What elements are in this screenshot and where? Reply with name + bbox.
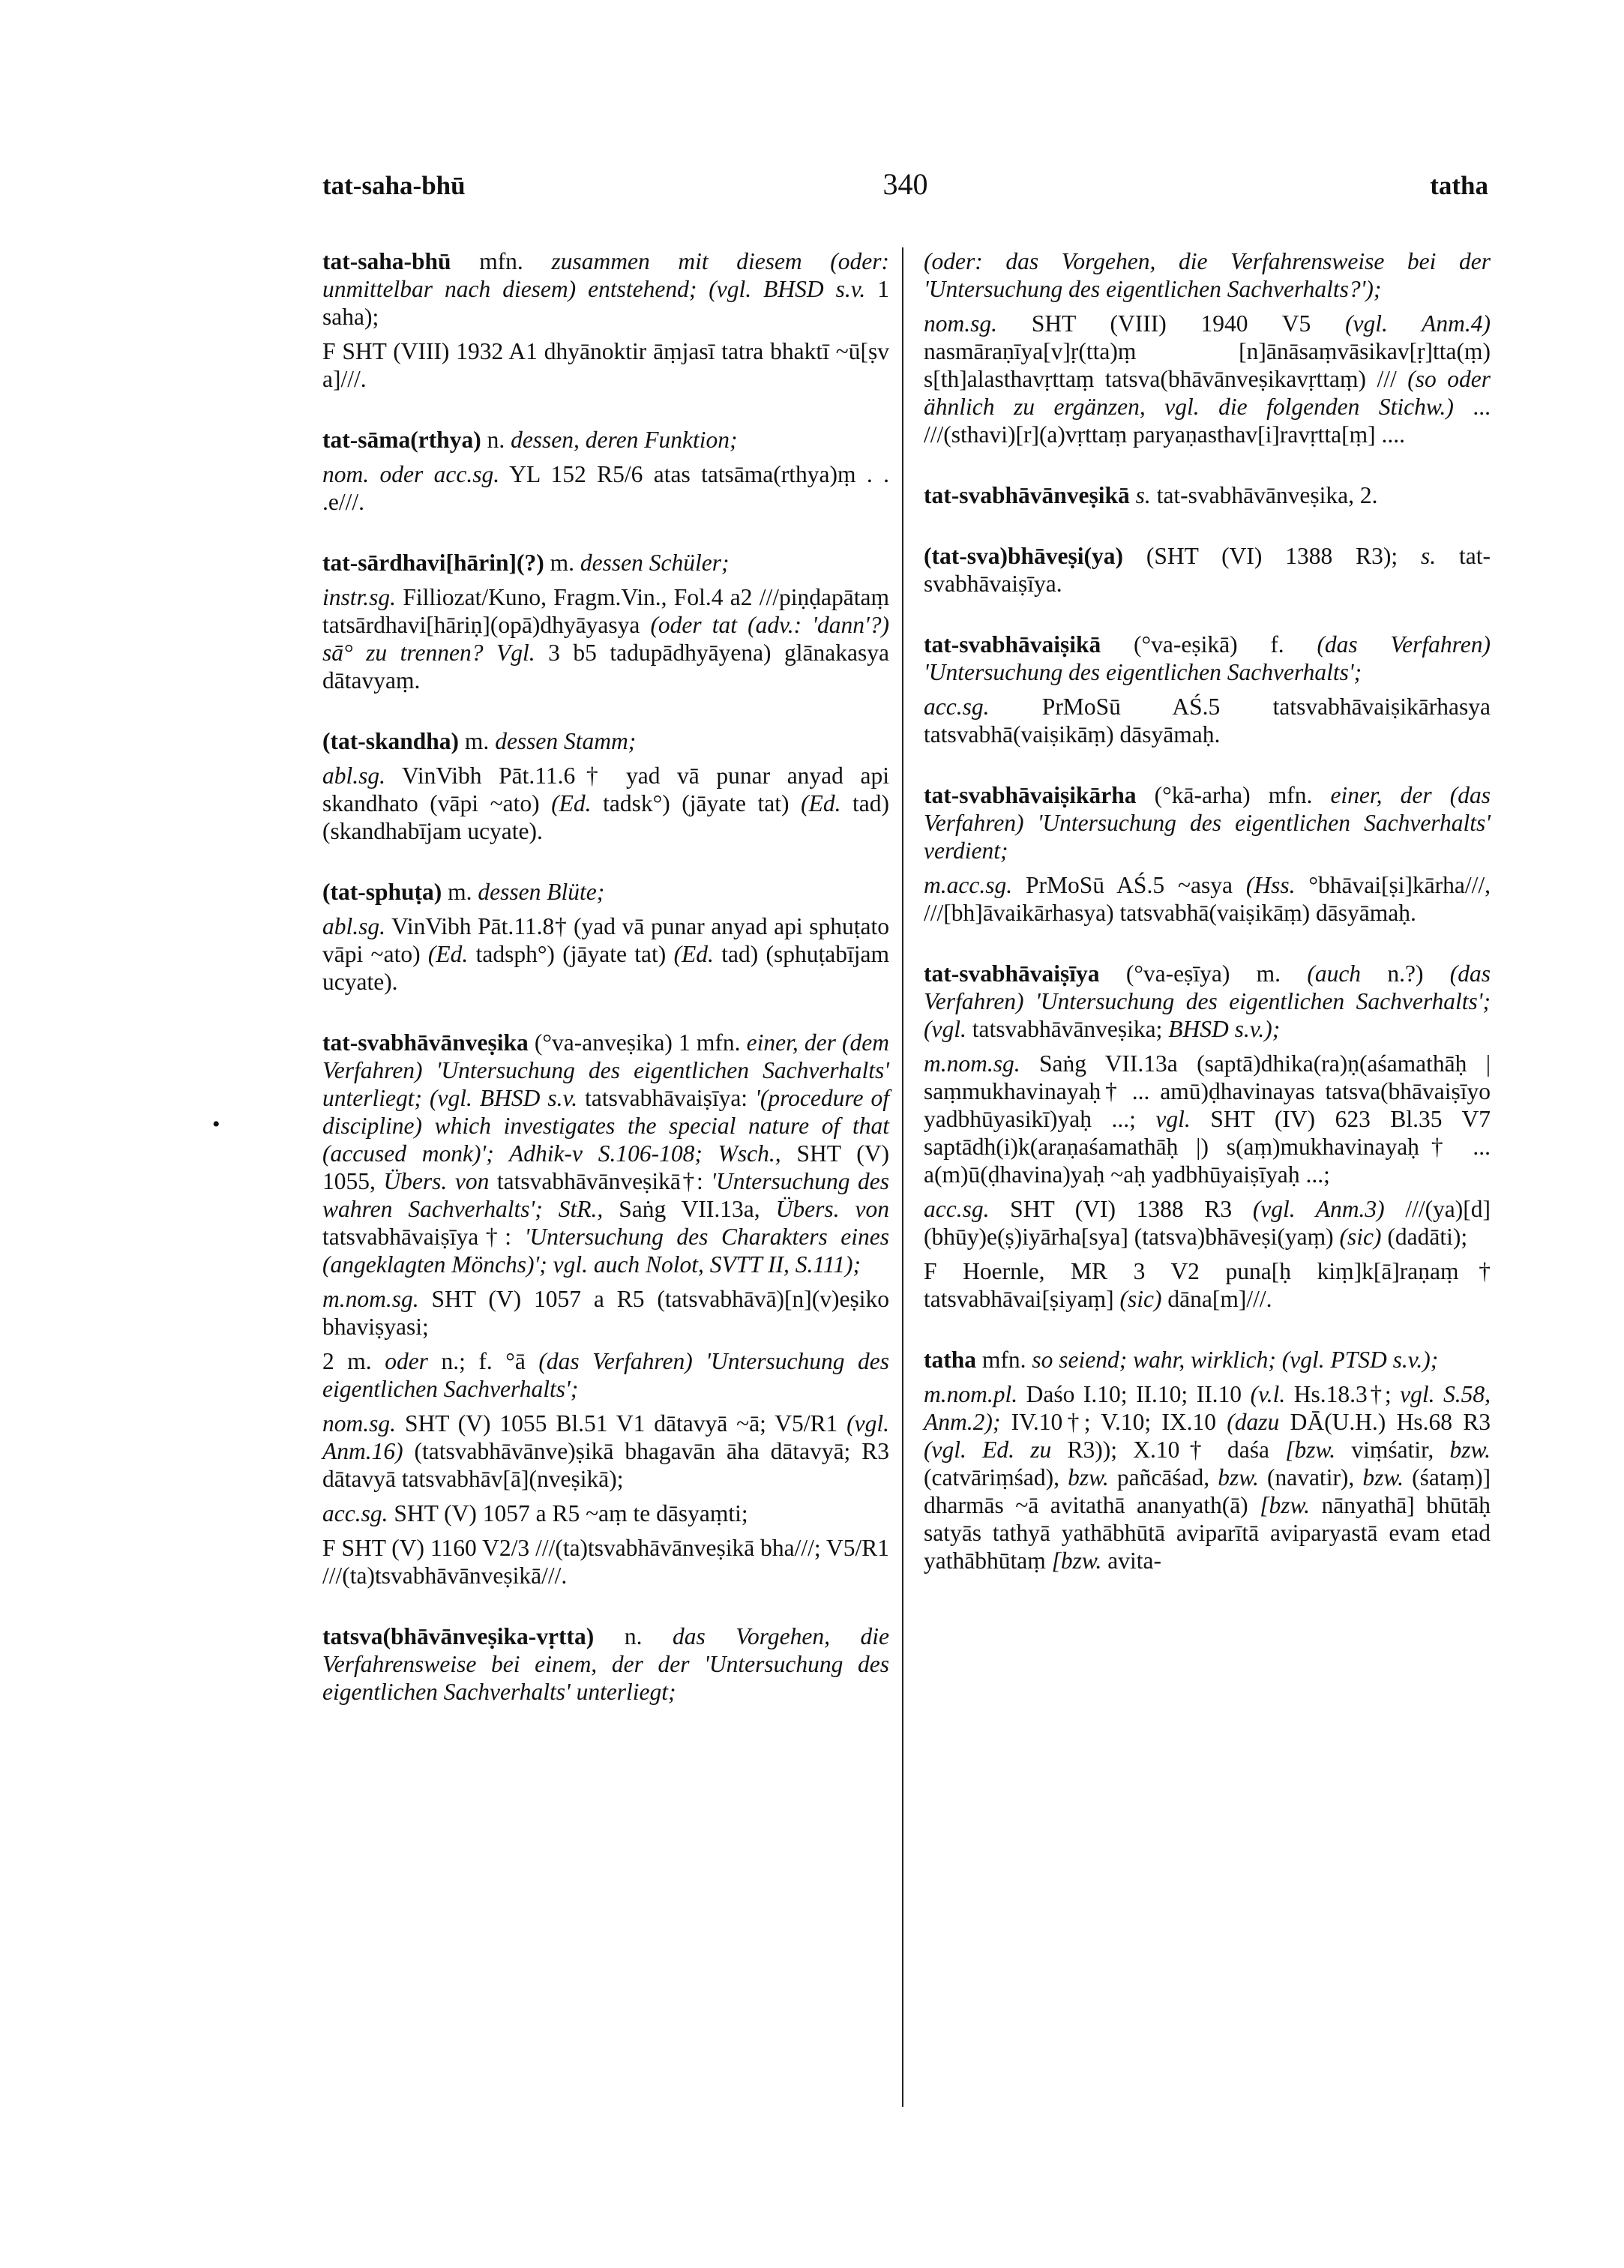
entry-definition: tatsva(bhāvānveṣika-vṛtta) n. das Vorgehen, die Verfahrensweise bei einem, der der 'Untersuchung des eigentlichen Sachverhalts' unterliegt; [322,1623,890,1705]
column-rule [902,247,903,2107]
entry-citation: m.nom.pl. Daśo I.10; II.10; II.10 (v.l. Hs.18.3†; vgl. S.58, Anm.2); IV.10†; V.10; IX.10 (dazu DĀ(U.H.) Hs.68 R3 (vgl. Ed. zu R3)); X.10† daśa [bzw. viṃśatir, bzw. (catvāriṃśad), bzw. pañcāśad, bzw. (navatir), bzw. (śataṃ)] dharmās ~ā avitathā ananyath(ā) [bzw. nānyathā] bhūtāḥ satyās tathyā yathābhūtā aviparītā aviparyastā evam etad yathābhūtaṃ [bzw. avita- [924,1381,1491,1574]
entry-definition: tat-svabhāvaiṣikārha (°kā-arha) mfn. einer, der (das Verfahren) 'Untersuchung des eigentlichen Sachverhalts' verdient; [924,782,1491,864]
page-header [322,167,1488,216]
entry-definition: (tat-sphuṭa) m. dessen Blüte; [322,879,605,905]
entry-citation: nom. oder acc.sg. YL 152 R5/6 atas tatsāma(rthya)ṃ . . .e///. [322,461,889,515]
running-head-left: tat-saha-bhū [322,171,466,200]
entry-definition: tat-svabhāvaiṣikā (°va-eṣikā) f. (das Verfahren) 'Untersuchung des eigentlichen Sachverhalts'; [924,631,1491,685]
entry-citation: m.acc.sg. PrMoSū AŚ.5 ~asya (Hss. °bhāvai[ṣi]kārha///, ///[bh]āvaikārhasya) tatsvabhā(vaiṣikāṃ) dāsyāmaḥ. [924,872,1491,926]
entry-definition: tat-sārdhavi[hārin](?) m. dessen Schüler; [322,550,730,576]
entry-citation: nom.sg. SHT (VIII) 1940 V5 (vgl. Anm.4) nasmāraṇīya[v]ṛ(tta)ṃ [n]ānāsaṃvāsikav[ṛ]tta(ṃ) s[th]alasthavṛttaṃ tatsva(bhāvānveṣikavṛttaṃ) /// (so oder ähnlich zu ergänzen, vgl. die folgenden Stichw.) ... ///(sthavi)[r](a)vṛttaṃ paryaṇasthav[i]ravṛtta[ṃ] .... [924,310,1491,448]
entry-citation: m.nom.sg. SHT (V) 1057 a R5 (tatsvabhāvā)[n](v)eṣiko bhaviṣyasi; [322,1286,889,1340]
entry-citation: acc.sg. SHT (VI) 1388 R3 (vgl. Anm.3) ///(ya)[d](bhūy)e(ṣ)iyārha[sya] (tatsva)bhāveṣi(yaṃ) (sic) (dadāti); [924,1196,1491,1250]
entry-citation: acc.sg. SHT (V) 1057 a R5 ~aṃ te dāsyaṃti; [322,1500,748,1526]
entry-definition: tat-sāma(rthya) n. dessen, deren Funktion; [322,427,738,453]
entry-citation: abl.sg. VinVibh Pāt.11.8† (yad vā punar anyad api sphuṭato vāpi ~ato) (Ed. tadsph°) (jāyate tat) (Ed. tad) (sphuṭabījam ucyate). [322,913,890,995]
left-column [322,247,889,1712]
running-head-right: tatha [1430,171,1488,200]
entry-citation: F SHT (V) 1160 V2/3 ///(ta)tsvabhāvānveṣikā bha///; V5/R1 ///(ta)tsvabhāvānveṣikā///. [322,1535,889,1589]
entry-citation: F SHT (VIII) 1932 A1 dhyānoktir āṃjasī tatra bhaktī ~ū[ṣv a]///. [322,338,889,392]
entry-citation: nom.sg. SHT (V) 1055 Bl.51 V1 dātavyā ~ā; V5/R1 (vgl. Anm.16) (tatsvabhāvānve)ṣikā bhagavān āha dātavyā; R3 dātavyā tatsvabhāv[ā](nveṣikā); [322,1410,890,1492]
entry-definition: (tat-skandha) m. dessen Stamm; [322,728,637,754]
right-column [924,247,1491,1581]
entry-citation: 2 m. oder n.; f. °ā (das Verfahren) 'Untersuchung des eigentlichen Sachverhalts'; [322,1348,889,1402]
entry-definition: (tat-sva)bhāveṣi(ya) (SHT (VI) 1388 R3); s. tat-svabhāvaiṣīya. [924,543,1491,597]
entry-citation: m.nom.sg. Saṅg VII.13a (saptā)dhika(ra)ṇ(aśamathāḥ | saṃmukhavinayaḥ† ... amū)ḍhavinayas tatsva(bhāvaiṣīyo yadbhūyasikī)yaḥ ...; vgl. SHT (IV) 623 Bl.35 V7 saptādh(i)k(araṇaśamathāḥ |) s(aṃ)mukhavinayaḥ† ... a(m)ū(ḍhavina)yaḥ ~aḥ yadbhūyaiṣīyaḥ ...; [924,1050,1491,1188]
entry-citation: F Hoernle, MR 3 V2 puna[ḥ kiṃ]k[ā]raṇaṃ† tatsvabhāvai[ṣiyaṃ] (sic) dāna[m]///. [924,1258,1491,1312]
entry-definition: tat-svabhāvānveṣikā s. tat-svabhāvānveṣika, 2. [924,482,1378,508]
entry-citation: acc.sg. PrMoSū AŚ.5 tatsvabhāvaiṣikārhasya tatsvabhā(vaiṣikāṃ) dāsyāmaḥ. [924,694,1491,748]
entry-continuation: (oder: das Vorgehen, die Verfahrensweise bei der 'Untersuchung des eigentlichen Sachverhalts?'); [924,248,1491,302]
entry-citation: instr.sg. Filliozat/Kuno, Fragm.Vin., Fol.4 a2 ///piṇḍapātaṃ tatsārdhavi[hāriṇ](opā)dhyāyasya (oder tat (adv.: 'dann'?) sā° zu trennen? Vgl. 3 b5 tadupādhyāyena) glānakasya dātavyaṃ. [322,584,890,694]
entry-definition: tat-saha-bhū mfn. zusammen mit diesem (oder: unmittelbar nach diesem) entstehend; (vgl. BHSD s.v. 1 saha); [322,248,890,330]
stray-mark: • [212,1112,220,1137]
entry-citation: abl.sg. VinVibh Pāt.11.6† yad vā punar anyad api skandhato (vāpi ~ato) (Ed. tadsk°) (jāyate tat) (Ed. tad) (skandhabījam ucyate). [322,762,890,844]
page-number: 340 [882,167,928,201]
entry-definition: tatha mfn. so seiend; wahr, wirklich; (vgl. PTSD s.v.); [924,1347,1439,1373]
entry-definition: tat-svabhāvānveṣika (°va-anveṣika) 1 mfn. einer, der (dem Verfahren) 'Untersuchung des eigentlichen Sachverhalts' unterliegt; (vgl. BHSD s.v. tatsvabhāvaiṣīya: '(procedure of discipline) which investigates the special nature of that (accused monk)'; Adhik-v S.106-108; Wsch., SHT (V) 1055, Übers. von tatsvabhāvānveṣikā†: 'Untersuchung des wahren Sachverhalts'; StR., Saṅg VII.13a, Übers. von tatsvabhāvaiṣīya†: 'Untersuchung des Charakters eines (angeklagten Mönchs)'; vgl. auch Nolot, SVTT II, S.111); [322,1029,890,1278]
entry-definition: tat-svabhāvaiṣīya (°va-eṣīya) m. (auch n.?) (das Verfahren) 'Untersuchung des eigentlichen Sachverhalts'; (vgl. tatsvabhāvānveṣika; BHSD s.v.); [924,960,1491,1042]
